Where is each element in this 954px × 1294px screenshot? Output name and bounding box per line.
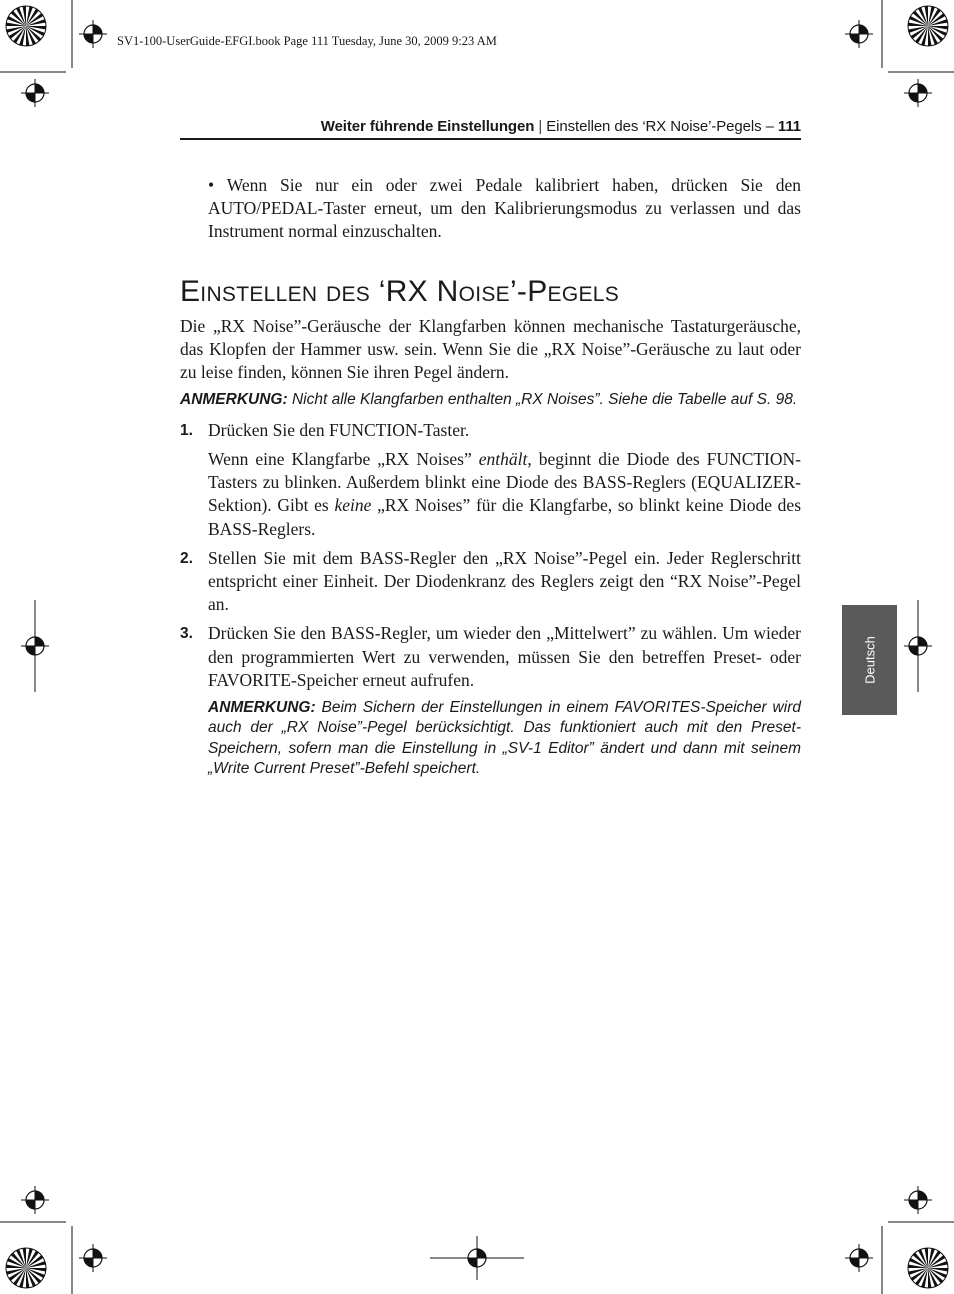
- header-subsection: Einstellen des ‘RX Noise’-Pegels: [546, 118, 762, 135]
- note-1: [180, 390, 801, 411]
- print-info-line: SV1-100-UserGuide-EFGI.book Page 111 Tuesday, June 30, 2009 9:23 AM: [117, 34, 497, 48]
- step-1: [180, 419, 801, 442]
- header-section: Weiter führende Einstellungen: [320, 118, 535, 135]
- detail-text: „RX Noises” für die Klangfarbe, so blinkt keine Diode des BASS-Reglers.: [208, 495, 802, 539]
- emphasis-none: keine: [334, 495, 372, 516]
- note-text: Beim Sichern der Einstellungen in einem FAVORITES-Speicher wird auch der „RX Noise”-Pegel berücksichtigt. Das funktioniert auch mit den Preset-Speichern, sofern man die Einstellung in „SV-1 Editor” ändert und dann mit seinem „Write Current Preset”-Befehl speichert.: [208, 698, 801, 778]
- language-tab-label: Deutsch: [862, 636, 877, 684]
- registration-mark: [845, 1244, 873, 1272]
- color-bar-star: [6, 1248, 46, 1288]
- language-tab: [842, 605, 897, 715]
- color-bar-star: [908, 1248, 948, 1288]
- page-number: 111: [777, 118, 801, 135]
- registration-mark: [21, 79, 49, 107]
- step-number: 1.: [180, 421, 193, 439]
- detail-text: , beginnt die Diode des FUNCTION-Tasters zu blinken. Außerdem blinkt eine Diode des BASS-Reglers (EQUALIZER-Sektion). Gibt es: [208, 448, 801, 516]
- detail-text: Wenn eine Klangfarbe „RX Noises”: [208, 448, 472, 469]
- registration-mark: [79, 20, 107, 48]
- intro-paragraph: Die „RX Noise”-Geräusche der Klangfarben können mechanische Tastaturgeräusche, das Klopfen der Hammer usw. sein. Wenn Sie die „RX Noise”-Geräusche zu laut oder zu leise finden, können Sie ihren Pegel ändern.: [180, 315, 801, 383]
- header-page-prefix: –: [765, 118, 774, 135]
- step-1-detail: [208, 448, 801, 541]
- running-header: [180, 118, 801, 140]
- registration-mark: [904, 1186, 932, 1214]
- note-label: ANMERKUNG:: [180, 391, 288, 409]
- header-separator: |: [538, 118, 543, 135]
- note-text: Nicht alle Klangfarben enthalten „RX Noises”. Siehe die Tabelle auf S. 98.: [291, 391, 798, 409]
- registration-mark: [845, 20, 873, 48]
- registration-mark: [21, 1186, 49, 1214]
- section-title: Einstellen des ‘RX Noise’-Pegels: [180, 274, 620, 308]
- page-body: [180, 174, 801, 780]
- step-3: [180, 622, 801, 692]
- step-text: Drücken Sie den BASS-Regler, um wieder den „Mittelwert” zu wählen. Um wieder den programmierten Wert zu verwenden, müssen Sie den betreffen Preset- oder FAVORITE-Speicher erneut aufrufen.: [208, 623, 801, 690]
- note-label: ANMERKUNG:: [208, 698, 316, 716]
- step-2: [180, 547, 801, 617]
- bullet-paragraph: • Wenn Sie nur ein oder zwei Pedale kalibriert haben, drücken Sie den AUTO/PEDAL-Taster erneut, um den Kalibrierungsmodus zu verlassen und das Instrument normal einzuschalten.: [208, 175, 801, 242]
- registration-mark: [79, 1244, 107, 1272]
- step-text: Drücken Sie den FUNCTION-Taster.: [208, 419, 470, 440]
- step-text: Stellen Sie mit dem BASS-Regler den „RX Noise”-Pegel ein. Jeder Reglerschritt entspricht einer Einheit. Der Diodenkranz des Reglers zeigt den “RX Noise”-Pegel an.: [208, 547, 801, 615]
- step-number: 2.: [180, 549, 193, 567]
- registration-mark: [904, 79, 932, 107]
- emphasis-contains: enthält: [478, 448, 528, 469]
- color-bar-star: [6, 6, 46, 46]
- color-bar-star: [908, 6, 948, 46]
- step-number: 3.: [180, 625, 193, 643]
- note-2: [208, 698, 801, 780]
